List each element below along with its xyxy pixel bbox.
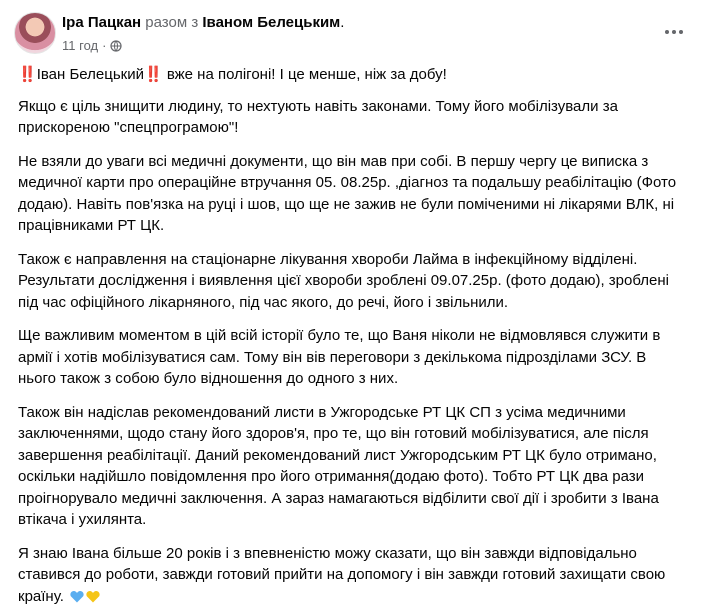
meta-dot: · bbox=[102, 38, 106, 53]
paragraph: Також він надіслав рекомендований листи в Ужгородське РТ ЦК СП з усіма медичними заключеннями, щодо стану його здоров'я, про те, що він готовий мобілізуватися, але після завершення реабілітації. Даний рекомендований лист Ужгородським РТ ЦК було отримано, оскільки надійшло повідомлення про його отримання(додаю фото). Тобто РТ ЦК два рази проігнорувало медичні заключення. А зараз намагаються відбілити свої дії і зробити з Івана втікача і ухилянта. bbox=[18, 402, 688, 531]
paragraph: Не взяли до уваги всі медичні документи, що він мав при собі. В першу чергу це виписка з медичної карти про операційне втручання 05. 08.25р. ,діагноз та подальшу реабілітацію (Фото додаю). Навіть пов'язка на руці і шов, що ще не зажив не були поміченими ні лікарями ВЛК, ні працівниками РТ ЦК. bbox=[18, 151, 688, 237]
with-text: разом з bbox=[145, 14, 198, 31]
paragraph: Ще важливим моментом в цій всій історії було те, що Ваня ніколи не відмовлявся служити в армії і хотів мобілізуватися сам. Тому він вів переговори з декількома підрозділами ЗСУ. В нього також з собою було відношення до одного з них. bbox=[18, 325, 688, 390]
globe-icon bbox=[110, 40, 122, 52]
lead-name: Іван Белецький bbox=[37, 66, 144, 83]
double-exclamation-icon: ‼️ bbox=[18, 66, 35, 83]
blue-heart-icon bbox=[70, 590, 84, 603]
post-time[interactable]: 11 год bbox=[62, 38, 98, 53]
more-options-button[interactable] bbox=[658, 20, 690, 44]
lead-rest: вже на полігоні! І це менше, ніж за добу! bbox=[163, 66, 447, 83]
post-meta bbox=[62, 38, 122, 53]
post-header bbox=[6, 0, 698, 62]
paragraph: Також є направлення на стаціонарне лікування хвороби Лайма в інфекційному відділені. Результати дослідження і виявлення цієї хвороби зроблені 09.07.25р. (фото додаю), зроблені під час офіційного лікарняного, під час якого, до речі, його і звільнили. bbox=[18, 249, 688, 314]
double-exclamation-icon: ‼️ bbox=[144, 66, 161, 83]
dot-icon bbox=[679, 30, 683, 34]
author-line: Іра Пацкан разом з Іваном Белецьким. bbox=[62, 14, 344, 31]
author-name[interactable]: Іра Пацкан bbox=[62, 14, 141, 31]
dot-icon bbox=[665, 30, 669, 34]
tagged-person[interactable]: Іваном Белецьким bbox=[202, 14, 340, 31]
lead-paragraph bbox=[18, 64, 688, 86]
post-body bbox=[6, 62, 698, 607]
yellow-heart-icon bbox=[86, 590, 100, 603]
paragraph: Якщо є ціль знищити людину, то нехтують навіть законами. Тому його мобілізували за прискореною "спецпрограмою"! bbox=[18, 96, 688, 139]
closing-text: Я знаю Івана більше 20 років і з впевненістю можу сказати, що він завжди відповідально ставився до роботи, завжди готовий прийти на допомогу і він завжди готовий захищати свою країну. bbox=[18, 545, 665, 605]
dot-icon bbox=[672, 30, 676, 34]
author-avatar[interactable] bbox=[14, 12, 56, 54]
